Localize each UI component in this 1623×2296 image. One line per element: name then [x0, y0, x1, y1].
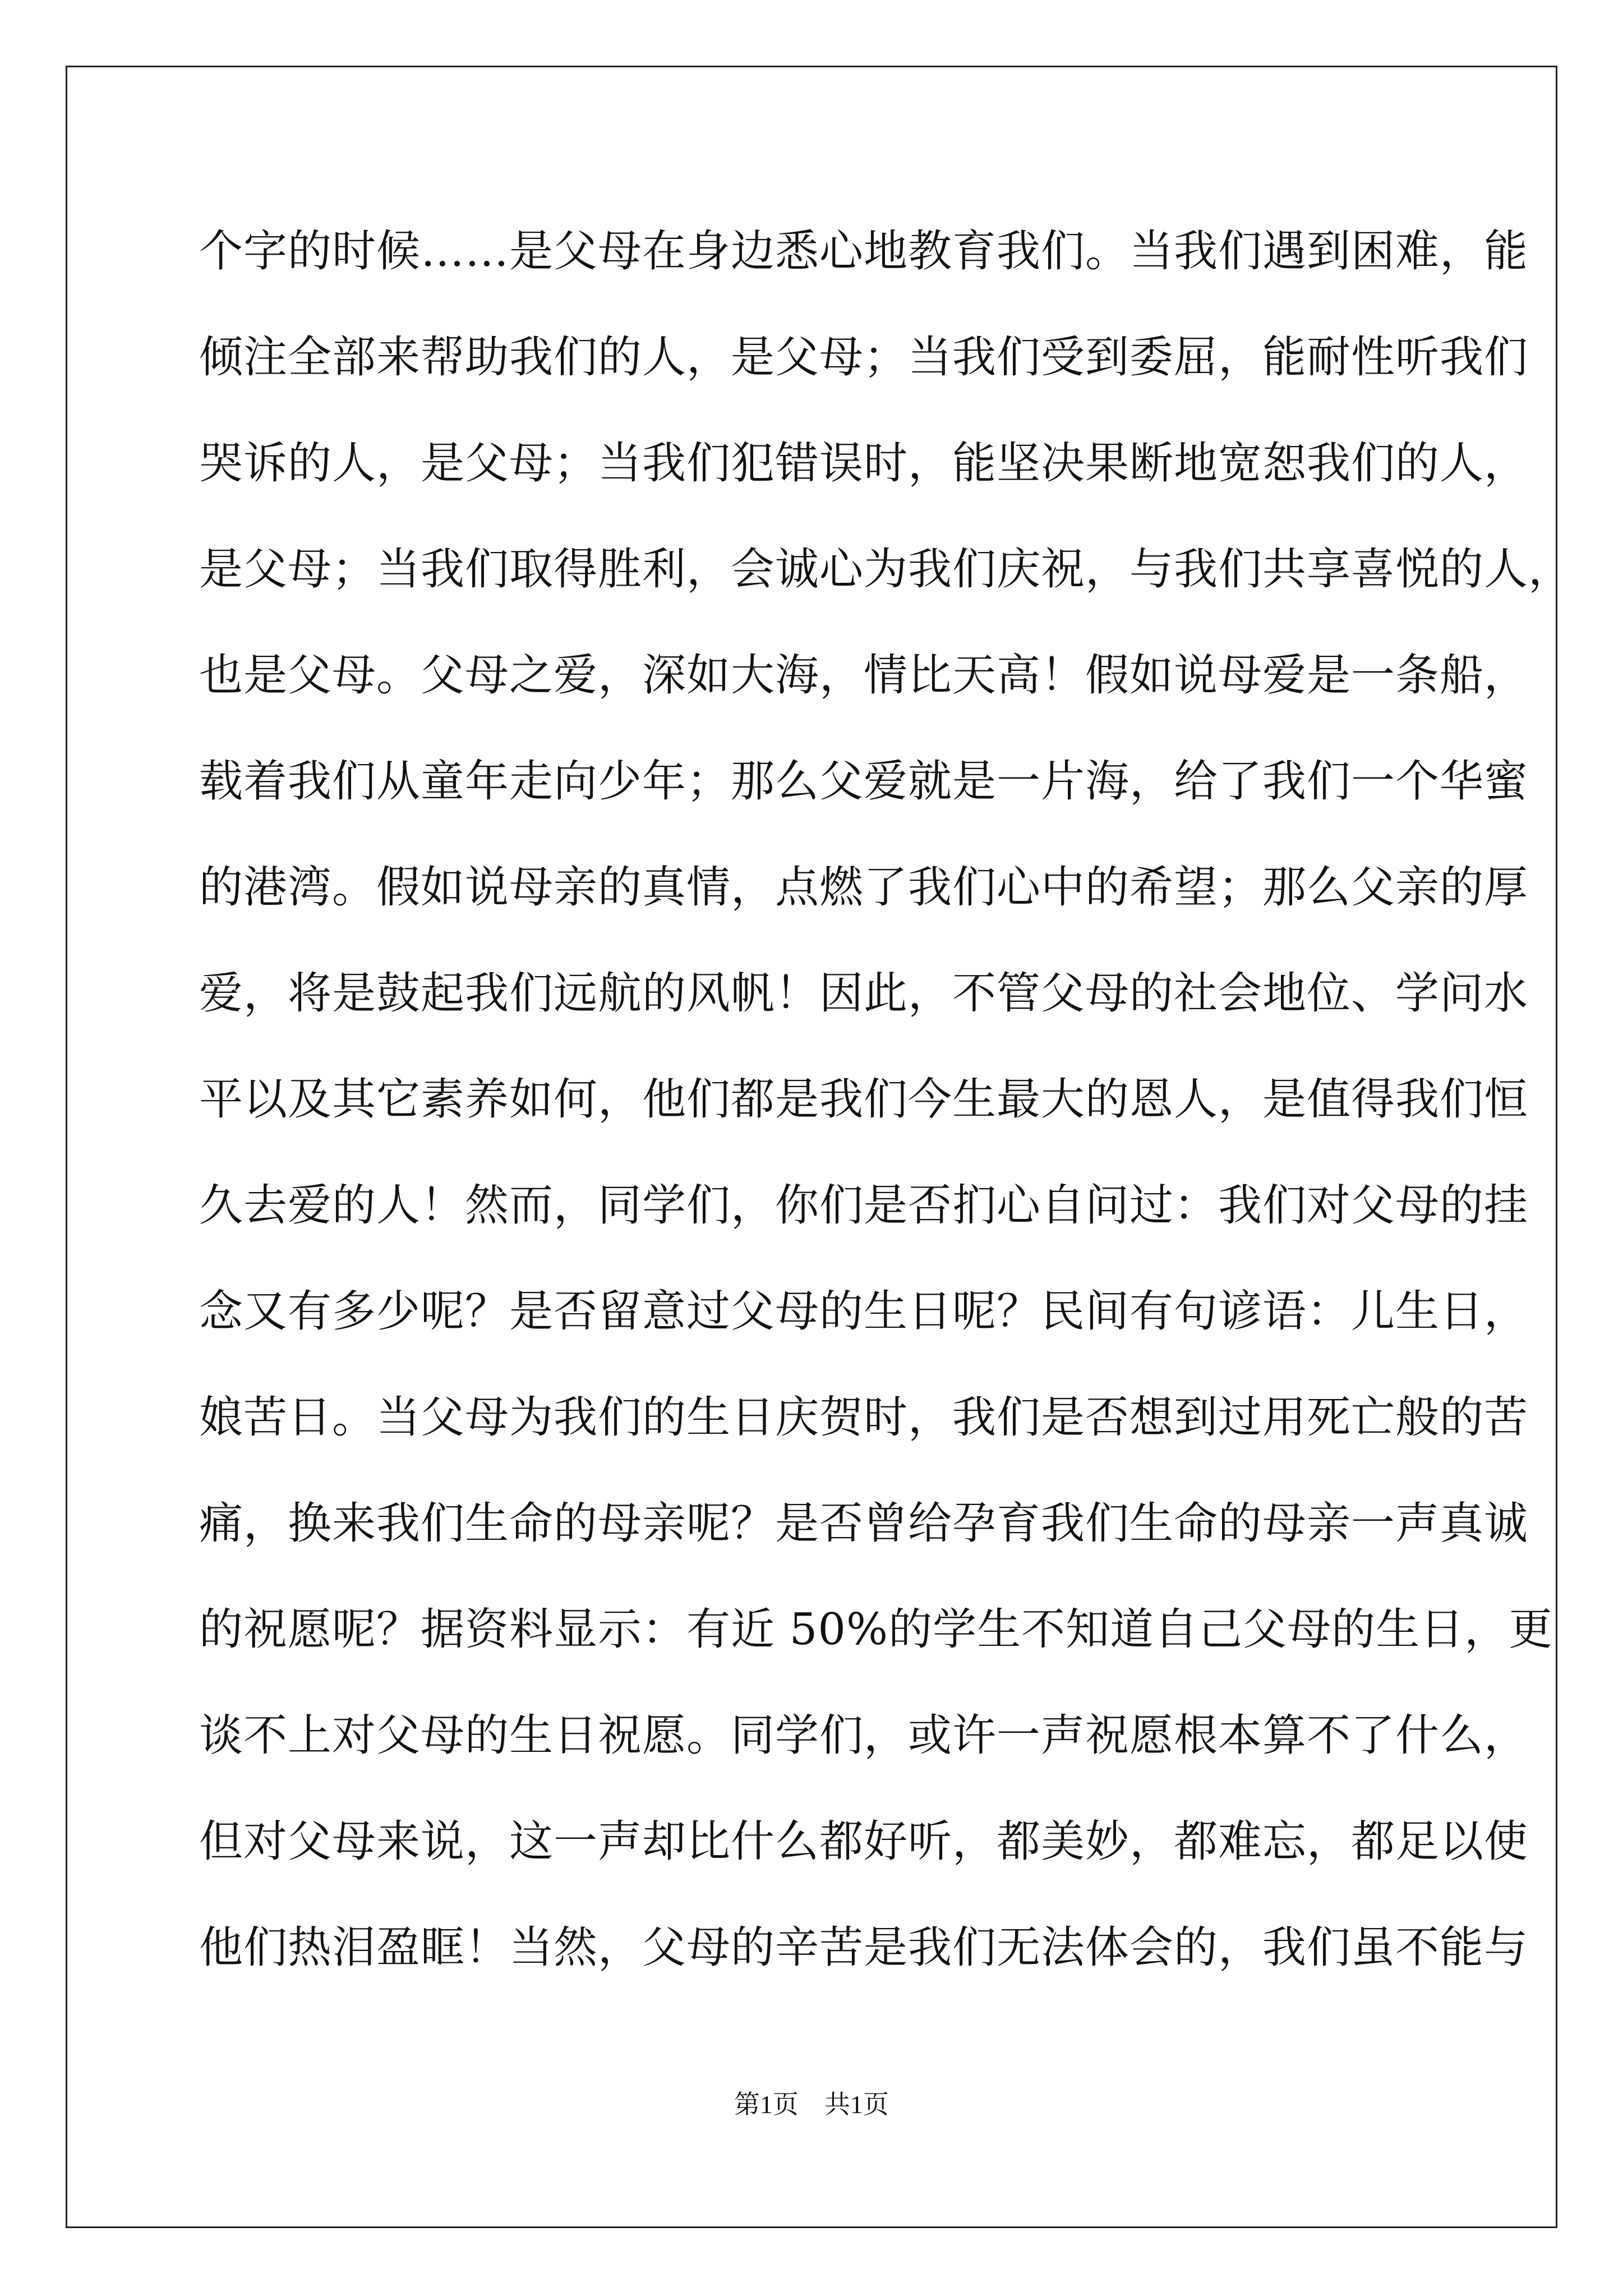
page-number: 第1页 共1页 — [734, 2090, 889, 2119]
text-line: 是父母；当我们取得胜利，会诚心为我们庆祝，与我们共享喜悦的人， — [199, 544, 1573, 595]
text-line: 的祝愿呢？据资料显示：有近 50%的学生不知道自己父母的生日，更 — [199, 1604, 1553, 1655]
text-line: 但对父母来说，这一声却比什么都好听，都美妙，都难忘，都足以使 — [199, 1816, 1529, 1867]
text-line: 他们热泪盈眶！当然，父母的辛苦是我们无法体会的，我们虽不能与 — [199, 1922, 1529, 1973]
text-line: 念又有多少呢？是否留意过父母的生日呢？民间有句谚语：儿生日， — [199, 1286, 1529, 1337]
text-line: 痛，换来我们生命的母亲呢？是否曾给孕育我们生命的母亲一声真诚 — [199, 1498, 1529, 1549]
text-line: 平以及其它素养如何，他们都是我们今生最大的恩人，是值得我们恒 — [199, 1074, 1529, 1125]
text-line: 谈不上对父母的生日祝愿。同学们，或许一声祝愿根本算不了什么， — [199, 1710, 1529, 1761]
text-line: 娘苦日。当父母为我们的生日庆贺时，我们是否想到过用死亡般的苦 — [199, 1392, 1529, 1443]
body-text — [199, 212, 1573, 2014]
text-line: 久去爱的人！然而，同学们，你们是否扪心自问过：我们对父母的挂 — [199, 1180, 1529, 1231]
text-line: 哭诉的人，是父母；当我们犯错误时，能坚决果断地宽恕我们的人， — [199, 438, 1529, 489]
text-line: 载着我们从童年走向少年；那么父爱就是一片海，给了我们一个华蜜 — [199, 756, 1529, 807]
text-line: 个字的时候……是父母在身边悉心地教育我们。当我们遇到困难，能 — [199, 226, 1529, 277]
text-line: 也是父母。父母之爱，深如大海，情比天高！假如说母爱是一条船， — [199, 650, 1529, 701]
text-line: 爱，将是鼓起我们远航的风帆！因此，不管父母的社会地位、学问水 — [199, 968, 1529, 1019]
text-line: 的港湾。假如说母亲的真情，点燃了我们心中的希望；那么父亲的厚 — [199, 862, 1529, 913]
text-line: 倾注全部来帮助我们的人，是父母；当我们受到委屈，能耐性听我们 — [199, 332, 1529, 383]
